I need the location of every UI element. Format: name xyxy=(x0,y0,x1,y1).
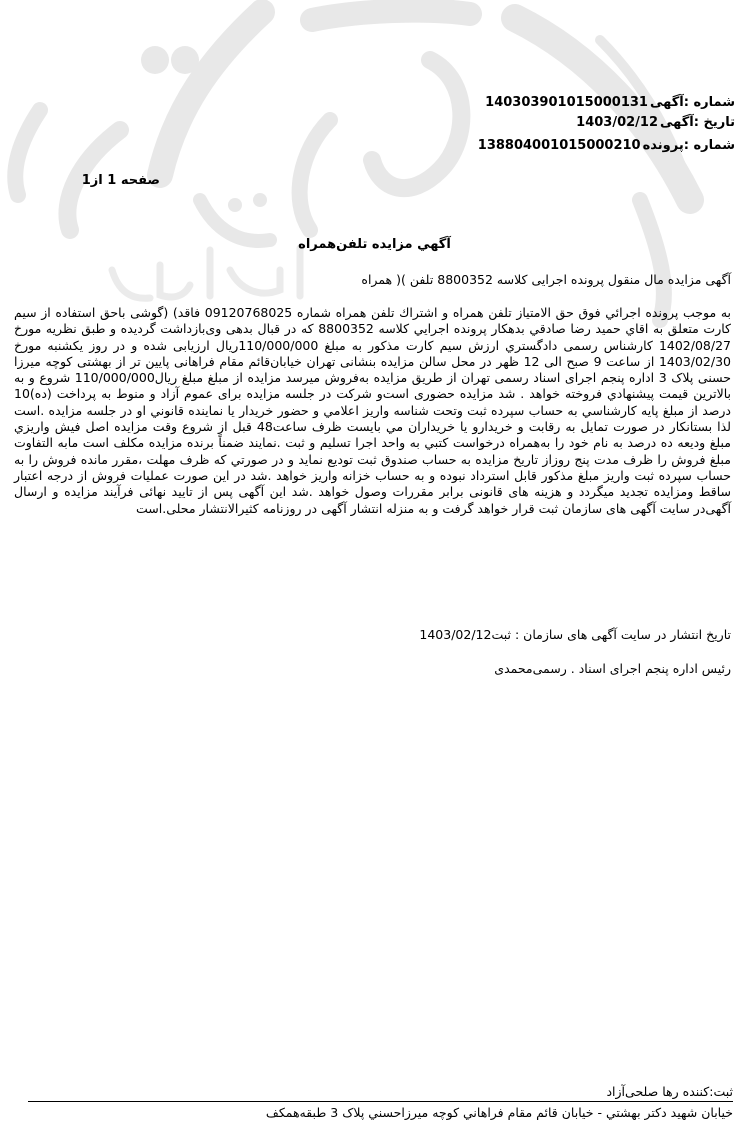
announcement-number xyxy=(485,94,735,112)
document-title: آگهي مزايده تلفن‌همراه xyxy=(298,237,451,252)
announcement-number-value: 140303901015000131 xyxy=(485,95,648,110)
announcement-date-label: تاریخ :آگهی xyxy=(660,115,735,130)
announcement-body: به موجب پرونده اجرائي فوق حق الامتياز تلفن همراه و اشتراك تلفن همراه شماره 09120768025 فاقد) (گوشی باحق استفاده از سيم كارت متعلق به اقاي حميد رضا صادقي بدهكار پرونده اجرايي كلاسه 8800352 كه در قبال بدهی وی‌بازداشت گرديده و طبق نظريه مورخ 1402/08/27 كارشناس رسمی دادگستري ارزش سيم كارت مذكور به مبلغ 110/000/000ريال ارزيابی شده و در روز يكشنبه مورخ 1403/02/30 از ساعت 9 صبح الی 12 ظهر در محل سالن مزايده بنشانی تهران خيابان‌قائم مقام فراهانی پايين تر از بهشتی كوچه ميرزا حسنی پلاک 3 اداره پنجم اجرای اسناد رسمی تهران از طريق مزايده به‌فروش ميرسد مزايده از مبلغ مبلغ ريال110/000/000 شروع و به بالاترين قيمت پيشنهادي فروخته خواهد . شد مزايده حضوری است‌و شركت در جلسه مزايده برای عموم آزاد و منوط به پرداخت (ده)10 درصد از مبلغ پايه كارشناسي به حساب سپرده ثبت وتحت شناسه واريز اعلامي و حضور خريدار يا نماينده قانوني او در جلسه مزايده .است لذا بستانكار در صورت تمايل به رقابت و خريدارو يا خريداران مي بايست ظرف ساعت48 قبل از شروع وقت مزايده اصل فيش واريزي مبلغ وديعه ده درصد به نام خود را به‌همراه درخواست كتبي به واحد اجرا تسليم و ثبت .نمايند ضمناً برنده مزايده مكلف است مابه التفاوت مبلغ فروش را ظرف مدت پنج روزاز تاريخ مزايده به حساب صندوق ثبت توديع نمايد و در صورتي كه ظرف مهلت ،مقرر مانده فروش را به حساب سپرده ثبت واريز مبلغ مذكور قابل استرداد نبوده و به حساب خزانه واريز خواهد .شد در اين صورت عمليات فروش از درجه اعتبار ساقط ومزايده تجديد ميگردد و هزينه های قانونی برابر مقررات وصول خواهد .شد اين آگهی پس از تاييد نهائی فرآيند مزايده و ارسال آگهی‌در سايت آگهی های سازمان ثبت قرار خواهد گرفت و به منزله انتشار آگهی در روزنامه كثيرالانتشار محلی.است xyxy=(14,305,731,516)
footer-divider xyxy=(28,1101,733,1102)
case-number-value: 138804001015000210 xyxy=(477,138,641,153)
announcement-date xyxy=(576,114,735,132)
registrar-line: ثبت:کننده رها صلحی‌آزاد xyxy=(606,1084,733,1099)
page-indicator: صفحه 1 از1 xyxy=(81,173,160,188)
footer-address: خيابان شهيد دكتر بهشتي - خيابان قائم مقام فراهاني كوچه ميرزاحسني پلاک 3 طبقه‌همكف xyxy=(265,1105,733,1120)
announcement-date-value: 1403/02/12 xyxy=(576,115,659,130)
publication-date: تاریخ انتشار در سایت آگهی های سازمان : ثبت1403/02/12 xyxy=(419,627,731,642)
signature-line: رئیس اداره پنجم اجرای اسناد . رسمی‌محمدی xyxy=(494,661,731,676)
announcement-number-label: شماره :آگهی xyxy=(649,95,735,110)
case-number-label: شماره :پرونده xyxy=(642,138,735,153)
document-subtitle: آگهی مزایده مال منقول پرونده اجرایی کلاسه 8800352 تلفن )( همراه xyxy=(361,272,731,287)
case-number xyxy=(478,137,735,155)
